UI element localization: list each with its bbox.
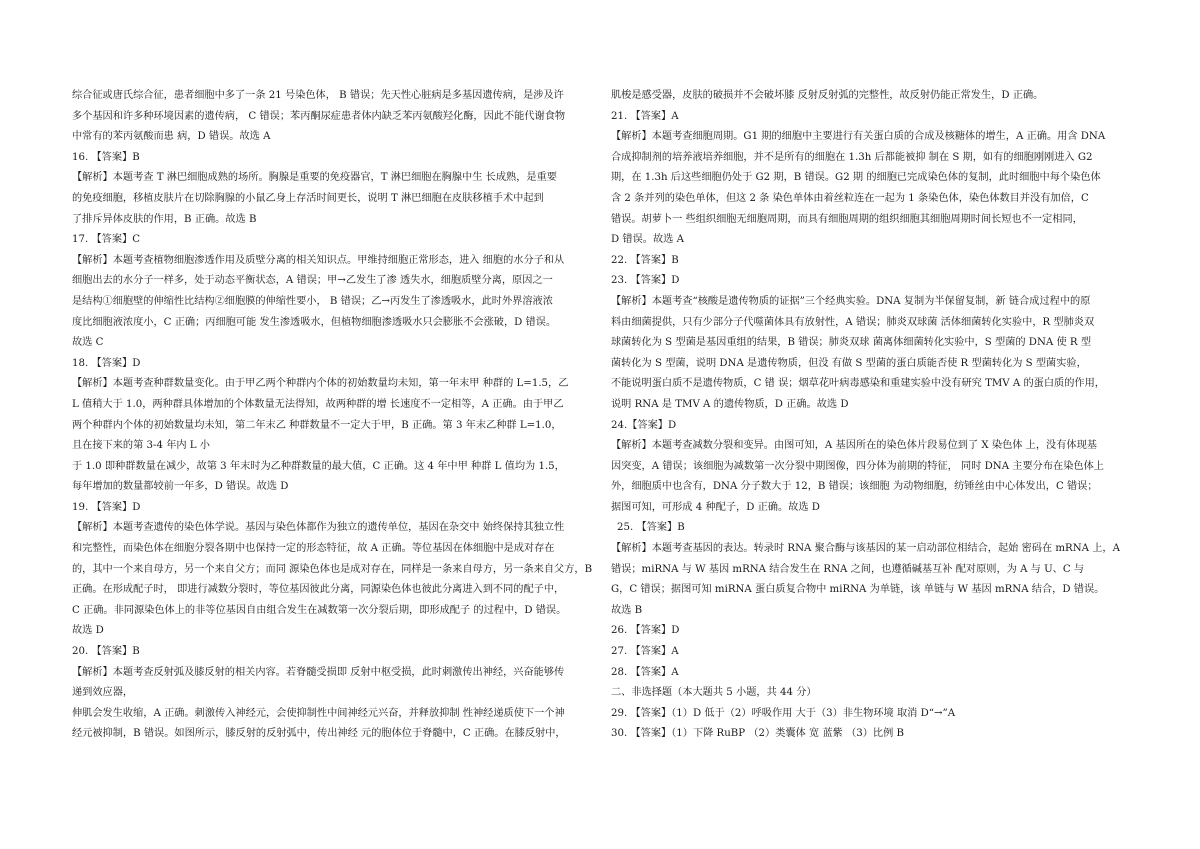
text-line: 合成抑制剂的培养液培养细胞，并不是所有的细胞在 1.3h 后都能被抑 制在 S 期，如有的细胞刚刚进入 G2: [611, 151, 1093, 163]
answer-line: 23. 【答案】D: [611, 275, 680, 287]
text-line: 两个种群内个体的初始数量均未知，第二年末乙 种群数量不一定大于甲，B 正确。第 3 年末乙种群 L=1.0，: [72, 419, 562, 431]
answer-line: 30. 【答案】（1）下降 RuBP （2）类囊体 宽 蓝紫 （3）比例 B: [611, 728, 905, 740]
text-line: C 正确。非同源染色体上的非等位基因自由组合发生在减数第一次分裂后期，即形成配子 的过程中，D 错误。: [72, 604, 567, 616]
text-line: 肌梭是感受器，皮肤的破损并不会破坏膝 反射反射弧的完整性，故反射仍能正常发生，D 正确。: [611, 90, 1044, 101]
text-line: 的，其中一个来自母方，另一个来自父方；而同 源染色体也是成对存在，同样是一条来自母方，另一条来自父方，B: [72, 563, 593, 575]
text-line: 多个基因和许多种环境因素的遗传病， C 错误；苯丙酮尿症患者体内缺乏苯丙氨酸羟化酶，因此不能代谢食物: [72, 110, 566, 122]
text-line: 说明 RNA 是 TMV A 的遗传物质，D 正确。故选 D: [611, 398, 849, 410]
text-line: 递到效应器，: [72, 687, 134, 699]
text-line: 伸肌会发生收缩，A 正确。刺激传入神经元，会使抑制性中间神经元兴奋，并释放抑制 性神经递质使下一个神: [72, 707, 565, 719]
answer-line: 21. 【答案】A: [611, 110, 679, 122]
text-line: 因突变，A 错误；该细胞为减数第一次分裂中期图像，四分体为前期的特征， 同时 DNA 主要分布在染色体上: [611, 460, 1104, 472]
text-line: 【解析】本题考查 T 淋巴细胞成熟的场所。胸腺是重要的免疫器官，T 淋巴细胞在胸腺中生 长成熟，是重要: [72, 172, 557, 184]
text-line: 度比细胞液浓度小，C 正确；丙细胞可能 发生渗透吸水，但植物细胞渗透吸水只会膨胀不会涨破，D 错误。: [72, 316, 557, 328]
text-line: 中常有的苯丙氨酸而患 病，D 错误。故选 A: [72, 131, 271, 143]
text-line: 于 1.0 即种群数量在减少，故第 3 年末时为乙种群数量的最大值，C 正确。这 4 年中甲 种群 L 值均为 1.5，: [72, 460, 565, 472]
answer-line: 24.【答案】D: [611, 419, 677, 431]
answer-line: 28. 【答案】A: [611, 666, 679, 678]
text-line: 是结构①细胞壁的伸缩性比结构②细胞膜的伸缩性要小， B 错误；乙→丙发生了渗透吸水，此时外界溶液浓: [72, 295, 553, 307]
right-column: [611, 86, 1149, 745]
text-line: 且在接下来的第 3-4 年内 L 小: [72, 440, 210, 452]
text-line: 【解析】本题考查细胞周期。G1 期的细胞中主要进行有关蛋白质的合成及核糖体的增生，A 正确。用含 DNA: [611, 131, 1106, 143]
text-line: 错误。胡萝卜一 些组织细胞无细胞周期，而具有细胞周期的组织细胞其细胞周期时间长短也不一定相同，: [611, 213, 1083, 225]
answer-line: 25. 【答案】B: [617, 522, 685, 534]
text-line: 的免疫细胞，移植皮肤片在切除胸腺的小鼠乙身上存活时间更长，说明 T 淋巴细胞在皮肤移植手术中起到: [72, 192, 544, 204]
text-line: 细胞出去的水分子一样多，处于动态平衡状态，A 错误；甲→乙发生了渗 透失水，细胞质壁分离，原因之一: [72, 275, 553, 287]
text-line: G，C 错误；据图可知 miRNA 蛋白质复合物中 miRNA 为单链，该 单链与 W 基因 mRNA 结合，D 错误。: [611, 584, 1105, 596]
text-line: 综合征或唐氏综合征，患者细胞中多了一条 21 号染色体， B 错误；先天性心脏病是多基因遗传病，是涉及许: [72, 90, 564, 101]
text-line: 故选 D: [72, 625, 104, 637]
text-line: 故选 C: [72, 337, 104, 349]
text-line: 外，细胞质中也含有，DNA 分子数大于 12，B 错误；该细胞 为动物细胞，纺锤丝由中心体发出，C 错误；: [611, 481, 1098, 493]
text-line: 【解析】本题考查“核酸是遗传物质的证据”三个经典实验。DNA 复制为半保留复制，新 链合成过程中的原: [611, 295, 1091, 307]
text-line: 球菌转化为 S 型菌是基因重组的结果，B 错误；肺炎双球 菌离体细菌转化实验中，S 型菌的 DNA 使 R 型: [611, 337, 1092, 349]
text-line: 经元被抑制，B 错误。如图所示，膝反射的反射弧中，传出神经 元的胞体位于脊髓中，C 正确。在膝反射中，: [72, 728, 566, 740]
text-line: 菌转化为 S 型菌，说明 DNA 是遗传物质，但没 有做 S 型菌的蛋白质能否使 R 型菌转化为 S 型菌实验，: [611, 357, 1087, 369]
text-line: 了排斥异体皮肤的作用，B 正确。故选 B: [72, 213, 257, 225]
text-line: 料由细菌提供，只有少部分子代噬菌体具有放射性，A 错误；肺炎双球菌 活体细菌转化实验中，R 型肺炎双: [611, 316, 1095, 328]
answer-line: 19. 【答案】D: [72, 501, 141, 513]
text-line: 期，在 1.3h 后这些细胞仍处于 G2 期，B 错误。G2 期 的细胞已完成染色体的复制，此时细胞中每个染色体: [611, 172, 1101, 184]
text-line: D 错误。故选 A: [611, 234, 684, 246]
section-heading: 二、非选择题（本大题共 5 小题，共 44 分）: [611, 687, 817, 699]
left-column: [72, 86, 610, 745]
text-line: 故选 B: [611, 604, 643, 616]
text-line: 含 2 条并列的染色单体，但这 2 条 染色单体由着丝粒连在一起为 1 条染色体，染色体数目并没有加倍，C: [611, 192, 1089, 204]
text-line: 每年增加的数量都较前一年多，D 错误。故选 D: [72, 481, 289, 493]
text-line: 【解析】本题考查遗传的染色体学说。基因与染色体都作为独立的遗传单位，基因在杂交中 始终保持其独立性: [72, 522, 565, 534]
answer-line: 17. 【答案】C: [72, 234, 140, 246]
text-line: 不能说明蛋白质不是遗传物质，C 错 误；烟草花叶病毒感染和重建实验中没有研究 TMV A 的蛋白质的作用，: [611, 378, 1105, 390]
answer-line: 27. 【答案】A: [611, 646, 679, 658]
text-line: 【解析】本题考查减数分裂和变异。由图可知，A 基因所在的染色体片段易位到了 X 染色体 上，没有体现基: [611, 440, 1097, 452]
answer-line: 29. 【答案】（1）D 低于（2）呼吸作用 大于（3）非生物环境 取消 D“→”A: [611, 707, 956, 719]
text-line: 和完整性，而染色体在细胞分裂各期中也保持一定的形态特征，故 A 正确。等位基因在体细胞中是成对存在: [72, 543, 555, 555]
answer-line: 20. 【答案】B: [72, 646, 140, 658]
text-line: L 值稍大于 1.0，两种群具体增加的个体数量无法得知，故两种群的增 长速度不一定相等，A 正确。由于甲乙: [72, 398, 564, 410]
text-line: 据图可知，可形成 4 种配子，D 正确。故选 D: [611, 501, 820, 513]
text-line: 正确。在形成配子时， 即进行减数分裂时，等位基因彼此分离，同源染色体也彼此分离进入到不同的配子中，: [72, 584, 565, 596]
text-line: 错误；miRNA 与 W 基因 mRNA 结合发生在 RNA 之间，也遵循碱基互补 配对原则，为 A 与 U、C 与: [611, 563, 1085, 575]
answer-line: 18. 【答案】D: [72, 357, 141, 369]
text-line: 【解析】本题考查反射弧及膝反射的相关内容。若脊髓受损即 反射中枢受损，此时刺激传出神经，兴奋能够传: [72, 666, 565, 678]
text-line: 【解析】本题考查种群数量变化。由于甲乙两个种群内个体的初始数量均未知，第一年末甲 种群的 L=1.5，乙: [72, 378, 569, 390]
text-line: 【解析】本题考查植物细胞渗透作用及质壁分离的相关知识点。甲维持细胞正常形态，进入 细胞的水分子和从: [72, 254, 565, 266]
answer-line: 26. 【答案】D: [611, 625, 680, 637]
answer-line: 22. 【答案】B: [611, 254, 679, 266]
text-line: 【解析】本题考查基因的表达。转录时 RNA 聚合酶与该基因的某一启动部位相结合，起始 密码在 mRNA 上，A: [611, 543, 1120, 555]
answer-line: 16. 【答案】B: [72, 151, 140, 163]
